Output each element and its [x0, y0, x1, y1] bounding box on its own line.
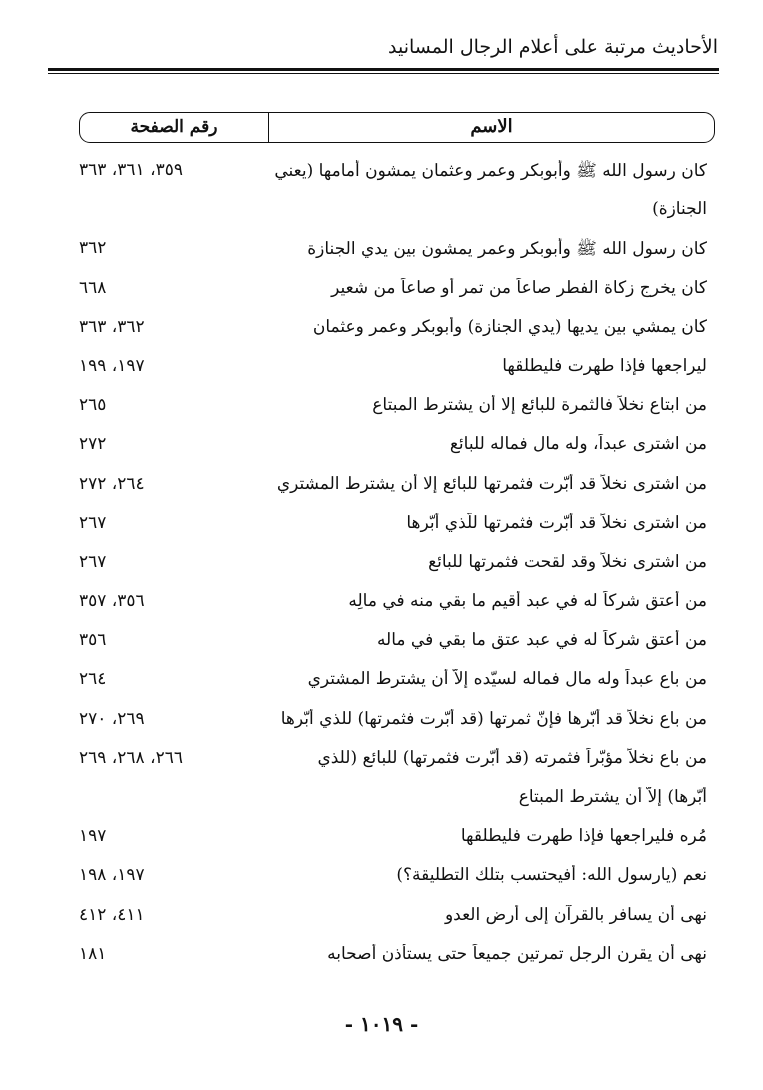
index-row [79, 544, 715, 583]
index-entry-text: أبّرها) إلاّ أن يشترط المبتاع [518, 787, 707, 807]
index-entry-text: من اشترى عبداً، وله مال فماله للبائع [449, 434, 707, 455]
index-entry-pages: ٢٦٦، ٢٦٨، ٢٦٩ [79, 747, 183, 768]
index-entry-text: من باع نخلاً قد أبّرها فإنّ ثمرتها (قد أبّرت فثمرتها) للذي أبّرها [280, 708, 707, 729]
index-entry-pages: ١٩٧، ١٩٩ [79, 355, 145, 376]
index-row [79, 701, 715, 740]
index-entry-pages: ٢٧٢ [79, 434, 107, 455]
index-row [79, 152, 715, 191]
index-entry-text: من اشترى نخلاً وقد لقحت فثمرتها للبائع [428, 551, 707, 572]
index-entry-pages: ٢٦٤، ٢٧٢ [79, 473, 145, 494]
page-number: - ١٠١٩ - [344, 1012, 419, 1036]
index-entry-text: من أعتق شركاً له في عبد أقيم ما بقي منه في مالِه [348, 591, 707, 612]
index-row [79, 505, 715, 544]
running-header [48, 30, 718, 64]
index-entry-text: كان رسول الله ﷺ وأبوبكر وعمر وعثمان يمشون أمامها (يعني [274, 161, 707, 181]
index-row [79, 426, 715, 465]
index-entry-pages: ٤١١، ٤١٢ [79, 904, 145, 925]
index-row [79, 191, 715, 230]
index-row [79, 348, 715, 387]
index-row [79, 936, 715, 975]
index-entry-text: من باع عبداً وله مال فماله لسيّده إلاّ أن يشترط المشتري [307, 669, 707, 690]
index-row [79, 740, 715, 779]
index-row [79, 466, 715, 505]
index-entry-text: نهى أن يسافر بالقرآن إلى أرض العدو [444, 904, 707, 925]
column-header-name: الاسم [268, 113, 714, 142]
index-row [79, 583, 715, 622]
index-entry-pages: ٢٦٧ [79, 551, 107, 572]
index-entry-text: من ابتاع نخلاً فالثمرة للبائع إلا أن يشترط المبتاع [372, 395, 707, 416]
index-entry-pages: ٣٥٦ [79, 630, 107, 651]
index-entry-text: كان يمشي بين يديها (يدي الجنازة) وأبوبكر وعمر وعثمان [312, 316, 707, 337]
index-row [79, 387, 715, 426]
index-entry-pages: ٢٦٤ [79, 669, 107, 690]
index-entry-text: كان رسول الله ﷺ وأبوبكر وعمر يمشون بين يدي الجنازة [307, 239, 707, 260]
index-row [79, 622, 715, 661]
header-rule-thick [48, 68, 719, 71]
index-table-body [79, 152, 715, 975]
index-entry-pages: ١٩٧ [79, 826, 107, 847]
index-entry-pages: ٣٥٩، ٣٦١، ٣٦٣ [79, 160, 183, 180]
index-entry-text: الجنازة) [652, 199, 707, 220]
index-row [79, 818, 715, 857]
index-row [79, 661, 715, 700]
header-rule-thin [48, 73, 719, 74]
index-row [79, 857, 715, 896]
running-header-title: الأحاديث مرتبة على أعلام الرجال المسانيد [388, 36, 718, 58]
index-entry-text: من اشترى نخلاً قد أُبّرت فثمرتها للبائع إلا أن يشترط المشتري [276, 473, 707, 494]
index-entry-pages: ٣٦٢، ٣٦٣ [79, 316, 145, 337]
index-entry-text: من اشترى نخلاً قد أُبّرت فثمرتها للّذي أبّرها [406, 512, 707, 533]
index-entry-pages: ١٩٧، ١٩٨ [79, 865, 145, 886]
index-entry-pages: ٢٦٧ [79, 512, 107, 533]
index-entry-text: مُره فليراجعها فإذا طهرت فليطلقها [460, 826, 707, 847]
index-row [79, 779, 715, 818]
index-entry-text: من أعتق شركاً له في عبد عتق ما بقي في ماله [376, 630, 707, 651]
column-header-page-number: رقم الصفحة [130, 117, 218, 137]
index-row [79, 897, 715, 936]
index-entry-text: ليراجعها فإذا طهرت فليطلقها [502, 355, 707, 376]
index-row [79, 309, 715, 348]
index-row [79, 230, 715, 269]
index-entry-pages: ٦٦٨ [79, 277, 107, 298]
index-entry-text: نهى أن يقرن الرجل تمرتين جميعاً حتى يستأذن أصحابه [327, 943, 707, 964]
index-entry-pages: ١٨١ [79, 943, 107, 964]
index-entry-text: كان يخرج زكاة الفطر صاعاً من تمر أو صاعاً من شعير [331, 277, 707, 298]
index-row [79, 270, 715, 309]
index-entry-text: نعم (يارسول الله: أفيحتسب بتلك التطليقة؟) [396, 865, 707, 886]
index-entry-pages: ٢٦٩، ٢٧٠ [79, 708, 145, 729]
index-entry-pages: ٣٥٦، ٣٥٧ [79, 591, 145, 612]
index-entry-pages: ٢٦٥ [79, 395, 107, 416]
index-table-header [79, 112, 715, 143]
index-entry-text: من باع نخلاً مؤبّراً فثمرته (قد أبّرت فثمرتها) للبائع (للذي [317, 747, 707, 768]
index-entry-pages: ٣٦٢ [79, 238, 107, 259]
